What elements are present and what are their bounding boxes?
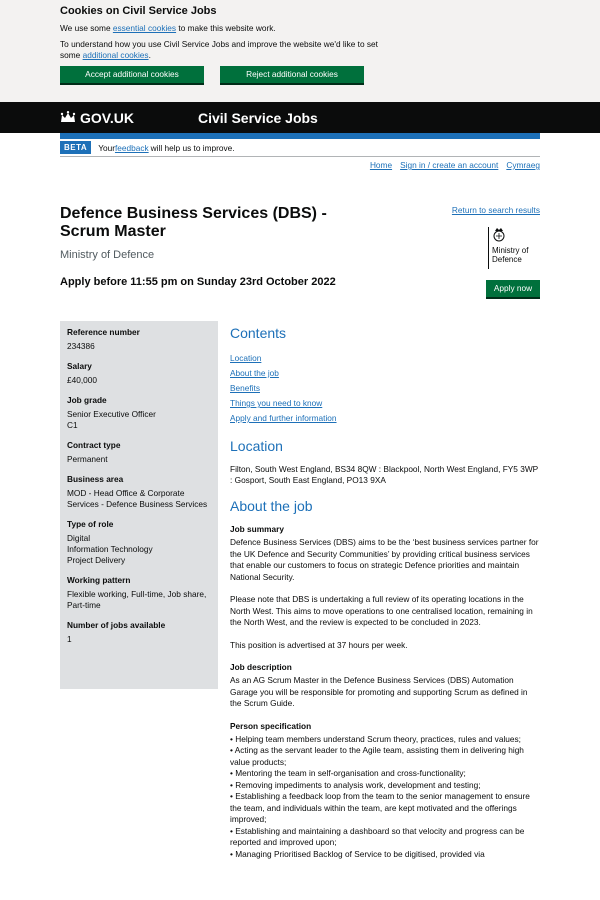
list-item: • Establishing a feedback loop from the team to the senior management to ensure the team, and individuals within the team, are kept motivated and the offerings improved; — [230, 791, 530, 824]
location-heading: Location — [230, 438, 283, 454]
sign-in-link[interactable]: Sign in / create an account — [400, 160, 499, 170]
cymraeg-link[interactable]: Cymraeg — [506, 160, 540, 170]
govuk-logo-text: GOV.UK — [80, 109, 134, 126]
contents-link-apply[interactable]: Apply and further information — [230, 413, 337, 423]
mod-crest-icon — [492, 227, 506, 242]
sidebar-item-jobs-available: Number of jobs available 1 — [67, 620, 166, 644]
list-item: • Acting as the servant leader to the Agile team, assisting them in delivering high value products; — [230, 745, 524, 767]
sidebar-item-grade: Job grade Senior Executive Officer C1 — [67, 395, 156, 430]
job-description-para: As an AG Scrum Master in the Defence Business Services (DBS) Automation Garage you will be responsible for promoting and supporting Scrum as defined in the Scrum Guide. — [230, 675, 528, 708]
job-summary-para-3: This position is advertised at 37 hours per week. — [230, 639, 408, 650]
reject-cookies-button[interactable]: Reject additional cookies — [220, 66, 364, 83]
phase-divider — [60, 156, 540, 157]
job-summary-para-2: Please note that DBS is undertaking a full review of its operating locations in the North West. This aims to move operations to one centralised location, remaining in the North West, and the review is expected to be concluded in 2023. — [230, 594, 533, 627]
additional-cookies-link[interactable]: additional cookies — [82, 50, 149, 60]
contents-link-things-to-know[interactable]: Things you need to know — [230, 398, 323, 408]
about-heading: About the job — [230, 498, 313, 514]
job-summary-para-1: Defence Business Services (DBS) aims to be the ‘best business services partner for the UK Defence and Security Communities’ by providing critical business services that enable our customers to focus on strategic Defence priorities and maintain National Security. — [230, 537, 539, 582]
department-name: Ministry of Defence — [60, 249, 155, 261]
job-summary-heading: Job summary — [230, 524, 284, 534]
sidebar-item-reference: Reference number 234386 — [67, 327, 140, 351]
job-description-heading: Job description — [230, 662, 292, 672]
sidebar-item-salary: Salary £40,000 — [67, 361, 97, 385]
feedback-link[interactable]: feedback — [114, 142, 149, 153]
return-to-search-link[interactable]: Return to search results — [451, 205, 540, 215]
page-title: Defence Business Services (DBS) - Scrum Master — [60, 205, 327, 240]
essential-cookies-link[interactable]: essential cookies — [112, 23, 177, 33]
service-name[interactable]: Civil Service Jobs — [198, 109, 318, 126]
closing-date: Apply before 11:55 pm on Sunday 23rd October 2022 — [60, 276, 336, 288]
list-item: • Mentoring the team in self-organisation and cross-functionality; — [230, 768, 466, 778]
contents-link-about[interactable]: About the job — [230, 368, 279, 378]
list-item: • Establishing and maintaining a dashboard so that velocity and progress can be reported and improved upon; — [230, 825, 525, 847]
mod-logo-text: Ministry of Defence — [492, 246, 529, 264]
location-text: Filton, South West England, BS34 8QW : Blackpool, North West England, FY5 3WP : Gosport, South East England, PO13 9XA — [230, 464, 539, 485]
job-title-block — [60, 205, 380, 241]
cookie-banner-title: Cookies on Civil Service Jobs — [60, 5, 217, 17]
person-spec-list — [230, 734, 540, 861]
list-item: • Managing Prioritised Backlog of Service to be digitised, provided via — [230, 848, 485, 859]
page-container — [60, 0, 540, 900]
contents-heading: Contents — [230, 325, 287, 341]
list-item: • Helping team members understand Scrum theory, practices, rules and values; — [230, 733, 521, 744]
accept-cookies-button[interactable]: Accept additional cookies — [60, 66, 204, 83]
contents-link-location[interactable]: Location — [230, 353, 262, 363]
apply-now-button[interactable]: Apply now — [486, 280, 540, 297]
job-details-sidebar — [60, 321, 218, 689]
mod-logo — [488, 227, 540, 269]
sidebar-item-contract: Contract type Permanent — [67, 440, 121, 464]
beta-tag: BETA — [60, 141, 91, 154]
list-item: • Removing impediments to analysis work, development and testing; — [230, 779, 481, 790]
contents-list — [230, 351, 540, 426]
cookie-banner-text-2: To understand how you use Civil Service Jobs and improve the website we'd like to set some additional cookies. — [60, 39, 378, 60]
cookie-banner-text-1: We use some essential cookies to make this website work. — [60, 23, 276, 33]
phase-banner: BETA Your feedback will help us to improve. — [60, 141, 235, 154]
top-links — [370, 160, 540, 170]
home-link[interactable]: Home — [369, 160, 393, 170]
sidebar-item-role-type: Type of role Digital Information Technology Project Delivery — [67, 519, 153, 565]
job-main-content — [230, 325, 540, 860]
person-spec-heading: Person specification — [230, 720, 312, 731]
sidebar-item-working-pattern: Working pattern Flexible working, Full-time, Job share, Part-time — [67, 575, 207, 610]
contents-link-benefits[interactable]: Benefits — [230, 383, 260, 393]
sidebar-item-business-area: Business area MOD - Head Office & Corporate Services - Defence Business Services — [67, 474, 208, 509]
